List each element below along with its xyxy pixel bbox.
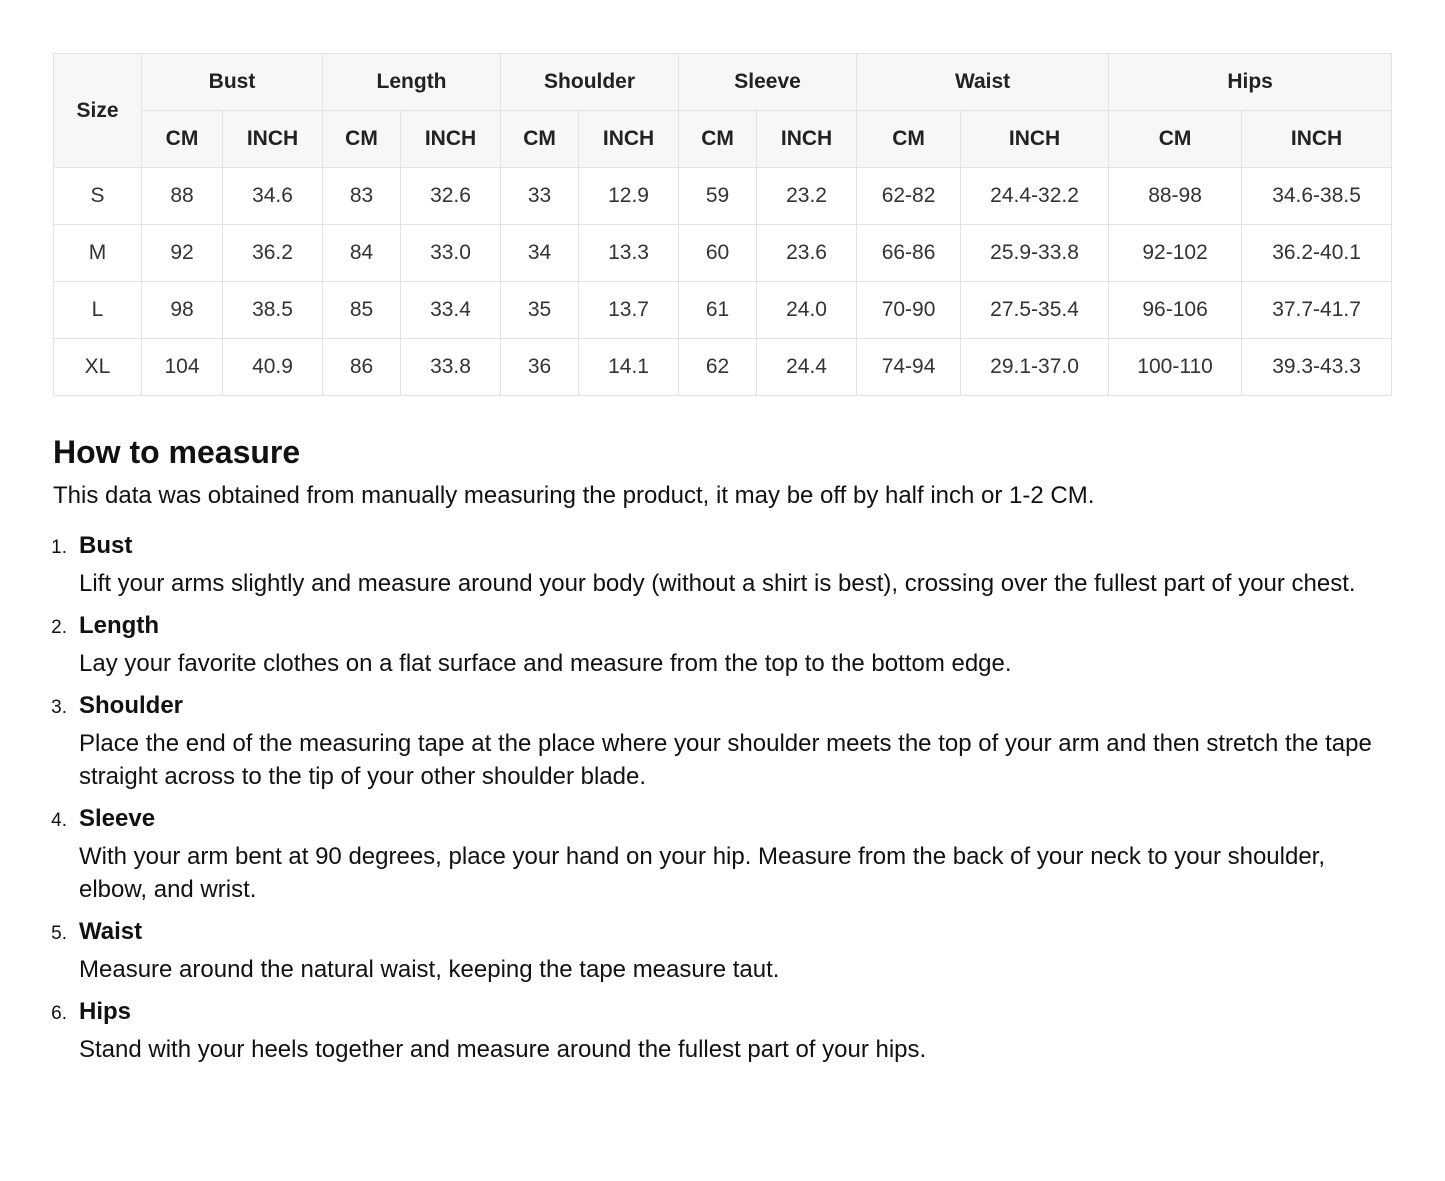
unit-header-cm: CM bbox=[1109, 111, 1242, 168]
unit-header-cm: CM bbox=[501, 111, 579, 168]
table-cell: 25.9-33.8 bbox=[961, 225, 1109, 282]
unit-header-row bbox=[54, 111, 1392, 168]
table-row bbox=[54, 339, 1392, 396]
step-number: 1. bbox=[51, 537, 67, 558]
table-cell: 36.2-40.1 bbox=[1242, 225, 1392, 282]
table-cell: 61 bbox=[679, 282, 757, 339]
unit-header-inch: INCH bbox=[223, 111, 323, 168]
unit-header-inch: INCH bbox=[401, 111, 501, 168]
step-description: With your arm bent at 90 degrees, place your hand on your hip. Measure from the back of your neck to your shoulder, elbow, and wrist. bbox=[79, 843, 1326, 903]
measure-steps-list bbox=[53, 526, 1393, 1066]
unit-header-inch: INCH bbox=[757, 111, 857, 168]
table-cell: 98 bbox=[142, 282, 223, 339]
list-item bbox=[53, 912, 1393, 986]
step-title: Sleeve bbox=[79, 805, 156, 832]
table-cell: 85 bbox=[323, 282, 401, 339]
group-header-bust: Bust bbox=[142, 54, 323, 111]
table-cell: 29.1-37.0 bbox=[961, 339, 1109, 396]
group-header-hips: Hips bbox=[1109, 54, 1392, 111]
size-cell: XL bbox=[54, 339, 142, 396]
step-title: Length bbox=[79, 612, 159, 639]
list-item bbox=[53, 992, 1393, 1066]
step-number: 4. bbox=[51, 810, 67, 831]
list-item bbox=[53, 799, 1393, 906]
table-cell: 83 bbox=[323, 168, 401, 225]
table-cell: 34 bbox=[501, 225, 579, 282]
table-cell: 34.6 bbox=[223, 168, 323, 225]
table-cell: 88-98 bbox=[1109, 168, 1242, 225]
table-cell: 27.5-35.4 bbox=[961, 282, 1109, 339]
unit-header-inch: INCH bbox=[579, 111, 679, 168]
list-item bbox=[53, 526, 1393, 600]
table-cell: 86 bbox=[323, 339, 401, 396]
table-cell: 62 bbox=[679, 339, 757, 396]
step-number: 2. bbox=[51, 617, 67, 638]
step-title: Shoulder bbox=[79, 692, 184, 719]
unit-header-inch: INCH bbox=[1242, 111, 1392, 168]
group-header-length: Length bbox=[323, 54, 501, 111]
step-description: Measure around the natural waist, keeping the tape measure taut. bbox=[79, 956, 780, 983]
list-item bbox=[53, 686, 1393, 793]
how-to-measure-section bbox=[53, 428, 1393, 1072]
table-cell: 70-90 bbox=[857, 282, 961, 339]
table-row bbox=[54, 225, 1392, 282]
table-cell: 23.6 bbox=[757, 225, 857, 282]
step-title: Hips bbox=[79, 998, 132, 1025]
table-cell: 35 bbox=[501, 282, 579, 339]
table-cell: 38.5 bbox=[223, 282, 323, 339]
table-cell: 36 bbox=[501, 339, 579, 396]
unit-header-cm: CM bbox=[142, 111, 223, 168]
table-cell: 100-110 bbox=[1109, 339, 1242, 396]
table-cell: 96-106 bbox=[1109, 282, 1242, 339]
table-row bbox=[54, 168, 1392, 225]
list-item bbox=[53, 606, 1393, 680]
table-cell: 74-94 bbox=[857, 339, 961, 396]
table-cell: 24.4 bbox=[757, 339, 857, 396]
size-cell: M bbox=[54, 225, 142, 282]
table-cell: 14.1 bbox=[579, 339, 679, 396]
step-description: Stand with your heels together and measure around the fullest part of your hips. bbox=[79, 1036, 927, 1063]
table-cell: 66-86 bbox=[857, 225, 961, 282]
unit-header-cm: CM bbox=[679, 111, 757, 168]
table-cell: 104 bbox=[142, 339, 223, 396]
unit-header-cm: CM bbox=[323, 111, 401, 168]
table-cell: 36.2 bbox=[223, 225, 323, 282]
size-header: Size bbox=[54, 54, 142, 168]
table-cell: 33.0 bbox=[401, 225, 501, 282]
group-header-sleeve: Sleeve bbox=[679, 54, 857, 111]
step-number: 6. bbox=[51, 1003, 67, 1024]
step-number: 5. bbox=[51, 923, 67, 944]
step-description: Lay your favorite clothes on a flat surface and measure from the top to the bottom edge. bbox=[79, 650, 1012, 677]
table-cell: 13.7 bbox=[579, 282, 679, 339]
table-cell: 62-82 bbox=[857, 168, 961, 225]
table-cell: 13.3 bbox=[579, 225, 679, 282]
size-cell: L bbox=[54, 282, 142, 339]
table-cell: 33 bbox=[501, 168, 579, 225]
group-header-row bbox=[54, 54, 1392, 111]
step-number: 3. bbox=[51, 697, 67, 718]
table-cell: 12.9 bbox=[579, 168, 679, 225]
table-cell: 40.9 bbox=[223, 339, 323, 396]
step-description: Lift your arms slightly and measure around your body (without a shirt is best), crossing over the fullest part of your chest. bbox=[79, 570, 1356, 597]
table-row bbox=[54, 282, 1392, 339]
table-cell: 23.2 bbox=[757, 168, 857, 225]
table-cell: 34.6-38.5 bbox=[1242, 168, 1392, 225]
table-cell: 88 bbox=[142, 168, 223, 225]
table-cell: 33.8 bbox=[401, 339, 501, 396]
table-cell: 24.0 bbox=[757, 282, 857, 339]
intro-text: This data was obtained from manually measuring the product, it may be off by half inch or 1-2 CM. bbox=[53, 482, 1095, 509]
table-cell: 60 bbox=[679, 225, 757, 282]
table-cell: 33.4 bbox=[401, 282, 501, 339]
unit-header-cm: CM bbox=[857, 111, 961, 168]
table-cell: 59 bbox=[679, 168, 757, 225]
group-header-waist: Waist bbox=[857, 54, 1109, 111]
group-header-shoulder: Shoulder bbox=[501, 54, 679, 111]
size-cell: S bbox=[54, 168, 142, 225]
table-cell: 24.4-32.2 bbox=[961, 168, 1109, 225]
step-description: Place the end of the measuring tape at the place where your shoulder meets the top of your arm and then stretch the tape straight across to the tip of your other shoulder blade. bbox=[79, 730, 1372, 790]
step-title: Waist bbox=[79, 918, 143, 945]
table-cell: 84 bbox=[323, 225, 401, 282]
table-cell: 37.7-41.7 bbox=[1242, 282, 1392, 339]
table-cell: 92 bbox=[142, 225, 223, 282]
size-chart-table bbox=[53, 53, 1392, 396]
section-title: How to measure bbox=[53, 434, 301, 470]
table-cell: 92-102 bbox=[1109, 225, 1242, 282]
table-cell: 39.3-43.3 bbox=[1242, 339, 1392, 396]
unit-header-inch: INCH bbox=[961, 111, 1109, 168]
step-title: Bust bbox=[79, 532, 133, 559]
table-cell: 32.6 bbox=[401, 168, 501, 225]
